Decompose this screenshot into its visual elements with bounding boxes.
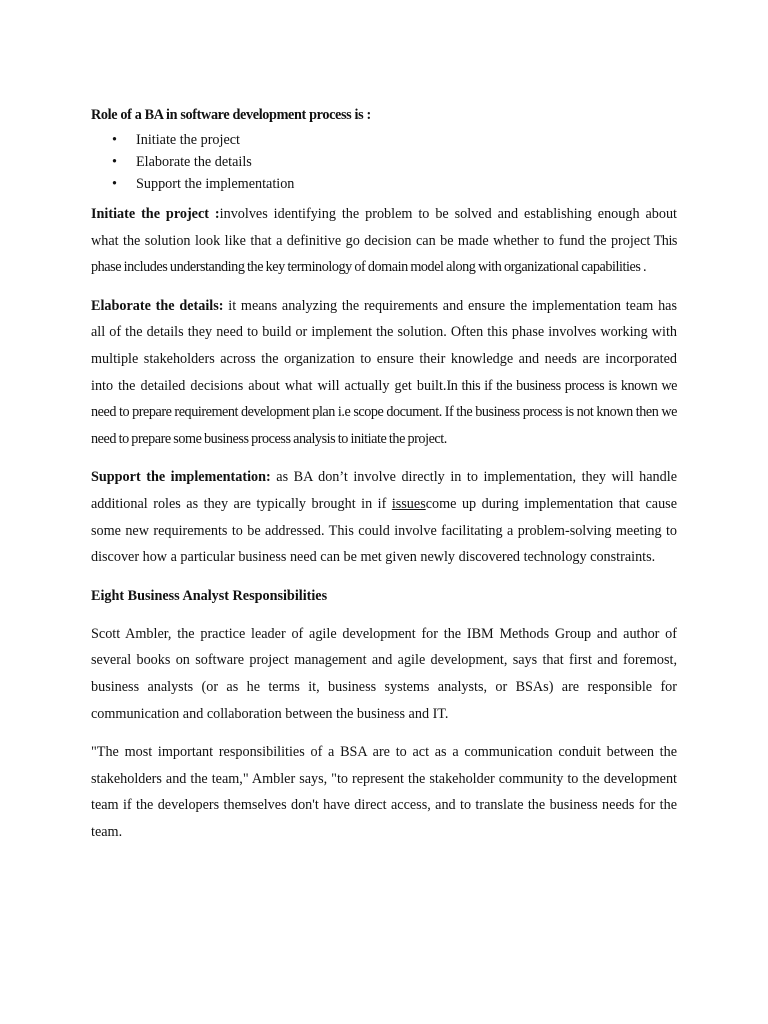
- list-item: • Elaborate the details: [91, 151, 677, 173]
- quote-paragraph: "The most important responsibilities of a BSA are to act as a communication conduit between the stakeholders and the team," Ambler says, "to represent the stakeholder community to the development team if the developers themselves don't have direct access, and to translate the business needs for the team.: [91, 744, 677, 840]
- initiate-text-2: This phase includes understanding the key terminology of domain model along with organizational capabilities .: [91, 232, 678, 276]
- support-text-1: as BA don’t involve directly in to implementation, they will handle additional roles as they are typically brought in if: [91, 469, 677, 512]
- role-list: [91, 129, 677, 195]
- elaborate-text-1: it means analyzing the requirements and ensure the implementation team has all of the details they need to build or implement the solution. Often this phase involves working with multiple stakeholders across the organization to ensure their knowledge and needs are incorporated into the detailed decisions about what will actually get built.: [91, 297, 677, 394]
- initiate-text-1: involves identifying the problem to be solved and establishing enough about what the solution look like that a definitive go decision can be made whether to fund the project: [91, 206, 677, 249]
- initiate-paragraph: [91, 201, 677, 281]
- ambler-paragraph: Scott Ambler, the practice leader of agile development for the IBM Methods Group and author of several books on software project management and agile development, says that first and foremost, business analysts (or as he terms it, business systems analysts, or BSAs) are responsible for communication and collaboration between the business and IT.: [91, 625, 677, 722]
- document-title: Role of a BA in software development process is :: [91, 107, 371, 123]
- elaborate-text-2: In this if the business process is known we need to prepare requirement development plan i.e scope document. If the business process is not known then we need to prepare some business process analysis to initiate the project.: [91, 377, 678, 447]
- elaborate-paragraph: [91, 293, 677, 453]
- document-page: [91, 104, 677, 857]
- elaborate-lead: Elaborate the details:: [91, 297, 224, 314]
- list-item: • Support the implementation: [91, 173, 677, 195]
- initiate-lead: Initiate the project :: [91, 206, 220, 222]
- issues-link[interactable]: issues: [391, 495, 426, 512]
- support-lead: Support the implementation:: [91, 469, 271, 486]
- support-text-2: come up during implementation that cause some new requirements to be addressed. This could involve facilitating a problem-solving meeting to discover how a particular business need can be met given newly discovered technology constraints.: [91, 495, 677, 566]
- section-heading: Eight Business Analyst Responsibilities: [91, 587, 328, 604]
- support-paragraph: [91, 464, 677, 570]
- list-item: • Initiate the project: [91, 129, 677, 151]
